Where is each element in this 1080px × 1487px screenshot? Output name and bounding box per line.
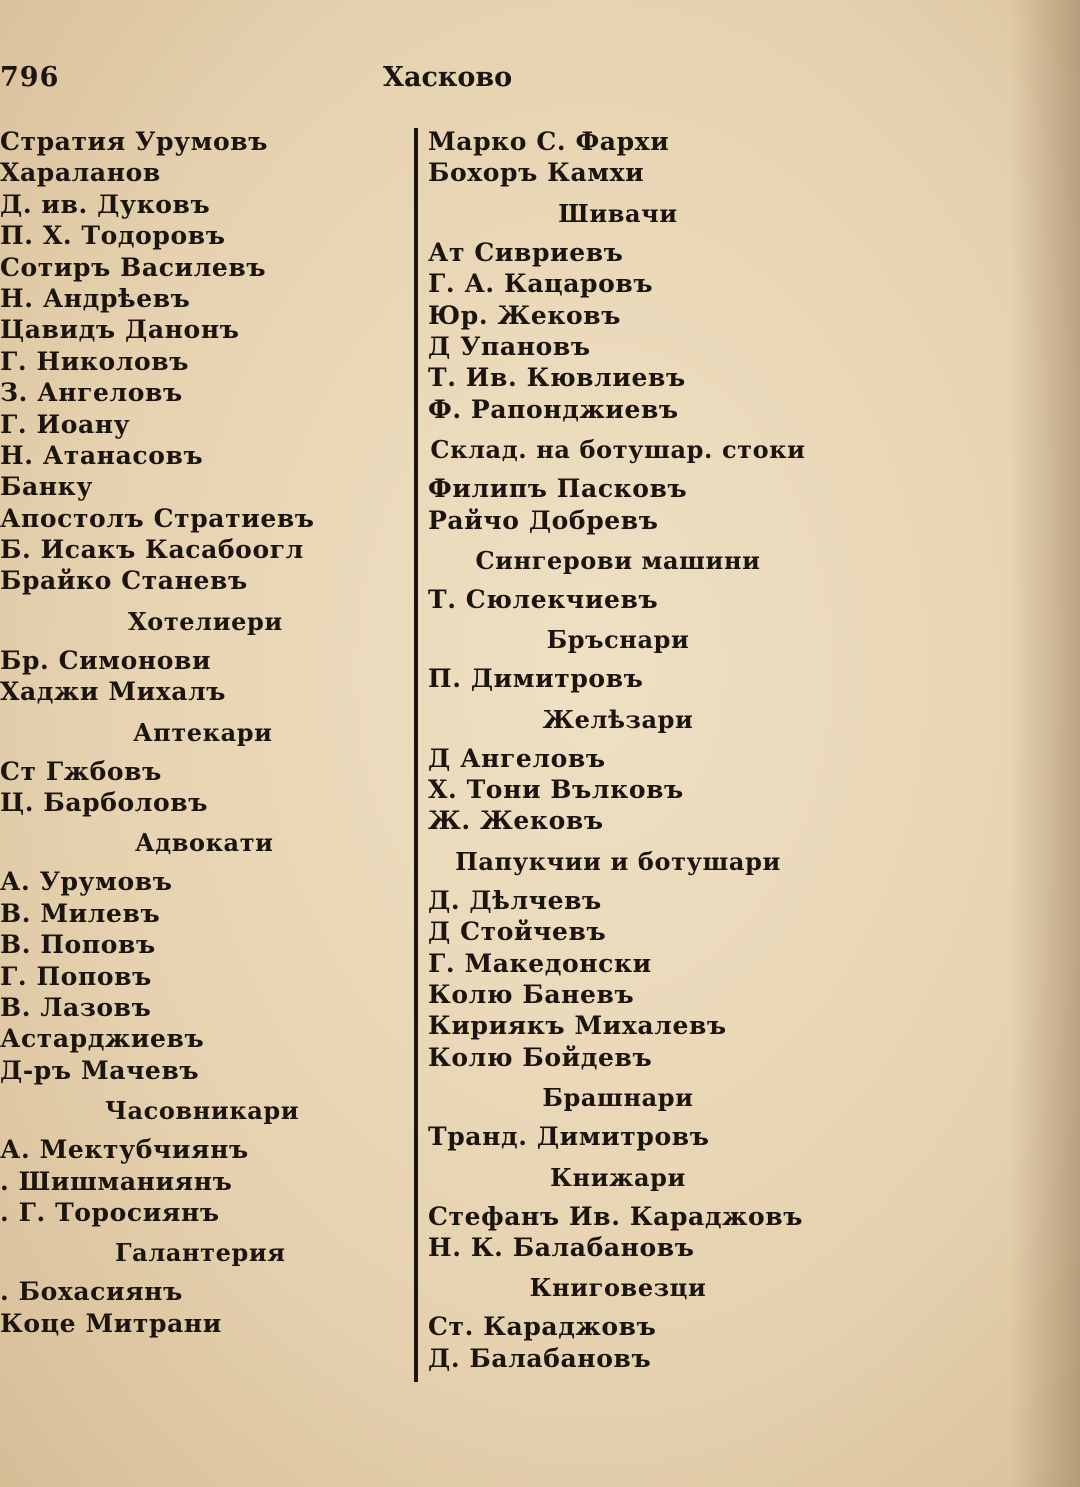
directory-entry: Н. Андрѣевъ [0,283,191,313]
directory-entry: Кириякъ Михалевъ [428,1011,727,1041]
directory-entry: В. Лазовъ [0,992,152,1022]
directory-entry: Х. Тони Вълковъ [428,775,684,805]
directory-entry: Д. Балабановъ [428,1343,652,1373]
section-heading: Шивачи [558,198,678,228]
directory-entry: Т. Сюлекчиевъ [428,584,659,614]
directory-entry: Бохоръ Камхи [428,158,645,188]
directory-entry: . Г. Торосиянъ [0,1197,220,1227]
section-heading: Книговезци [529,1273,707,1303]
section-heading: Склад. на ботушар. стоки [430,435,806,465]
directory-entry: Н. К. Балабановъ [428,1232,695,1262]
directory-entry: . Бохасиянъ [0,1277,183,1307]
section-heading: Папукчии и ботушари [455,846,781,876]
directory-entry: Г. А. Кацаровъ [428,269,654,299]
directory-entry: Апостолъ Стратиевъ [0,503,315,533]
directory-entry: Г. Иоану [0,409,131,439]
section-heading: Сингерови машини [475,545,761,575]
directory-entry: Т. Ив. Кювлиевъ [428,363,686,393]
directory-entry: Ат Сивриевъ [428,237,624,267]
section-heading: Адвокати [135,828,274,858]
directory-entry: Д Упановъ [428,331,591,361]
running-title: Хасково [383,62,513,93]
directory-entry: Марко С. Фархи [428,127,670,156]
directory-entry: Г. Николовъ [0,346,190,376]
section-heading: Галантерия [115,1238,286,1268]
section-heading: Аптекари [133,717,273,747]
directory-entry: Д. Дѣлчевъ [428,885,602,915]
directory-entry: . Шишманиянъ [0,1166,233,1196]
section-heading: Часовникари [105,1096,300,1126]
directory-entry: Ст. Караджовъ [428,1312,657,1342]
directory-entry: Сотиръ Василевъ [0,252,267,282]
directory-entry: Б. Исакъ Касабоогл [0,535,304,565]
directory-entry: Д Стойчевъ [428,917,607,947]
directory-entry: Ф. Рапонджиевъ [428,394,679,424]
directory-entry: П. Х. Тодоровъ [0,221,226,251]
directory-entry: Транд. Димитровъ [428,1122,710,1152]
directory-entry: Брайко Станевъ [0,566,248,596]
directory-entry: Хараланов [0,158,161,188]
directory-entry: А. Мектубчиянъ [0,1135,249,1165]
directory-entry: Ст Гжбовъ [0,756,162,786]
section-heading: Брашнари [542,1083,694,1113]
directory-entry: Цавидъ Данонъ [0,315,240,345]
directory-entry: Г. Поповъ [0,961,152,991]
right-column [428,126,848,1374]
directory-entry: П. Димитровъ [428,664,644,694]
directory-entry: В. Милевъ [0,898,161,928]
directory-entry: Стефанъ Ив. Караджовъ [428,1201,803,1231]
directory-entry: Д-ръ Мачевъ [0,1055,200,1085]
directory-entry: Колю Баневъ [428,980,635,1010]
page-edge-shadow [1010,0,1080,1487]
section-heading: Желѣзари [542,704,694,734]
directory-entry: Филипъ Пасковъ [428,474,688,504]
directory-entry: Н. Атанасовъ [0,440,204,470]
directory-entry: Д Ангеловъ [428,743,606,773]
section-heading: Хотелиери [128,606,283,636]
column-divider [414,128,418,1382]
directory-entry: Бр. Симонови [0,645,212,675]
left-column [0,126,400,1339]
page-header [0,62,1080,102]
directory-entry: Г. Македонски [428,948,652,978]
directory-entry: Банку [0,472,93,502]
directory-entry: А. Урумовъ [0,867,173,897]
directory-entry: Колю Бойдевъ [428,1042,653,1072]
directory-entry: Райчо Добревъ [428,505,659,535]
directory-entry: Ж. Жековъ [428,806,604,836]
directory-entry: Юр. Жековъ [428,300,622,330]
directory-entry: Ц. Барболовъ [0,788,209,818]
directory-entry: В. Поповъ [0,930,156,960]
directory-entry: Стратия Урумовъ [0,127,268,156]
section-heading: Бръснари [546,625,690,655]
directory-entry: Коце Митрани [0,1308,222,1338]
directory-entry: Д. ив. Дуковъ [0,189,211,219]
directory-entry: Хаджи Михалъ [0,677,227,707]
section-heading: Книжари [550,1162,686,1192]
directory-entry: З. Ангеловъ [0,378,183,408]
page-number: 796 [0,62,60,93]
directory-entry: Астарджиевъ [0,1024,205,1054]
